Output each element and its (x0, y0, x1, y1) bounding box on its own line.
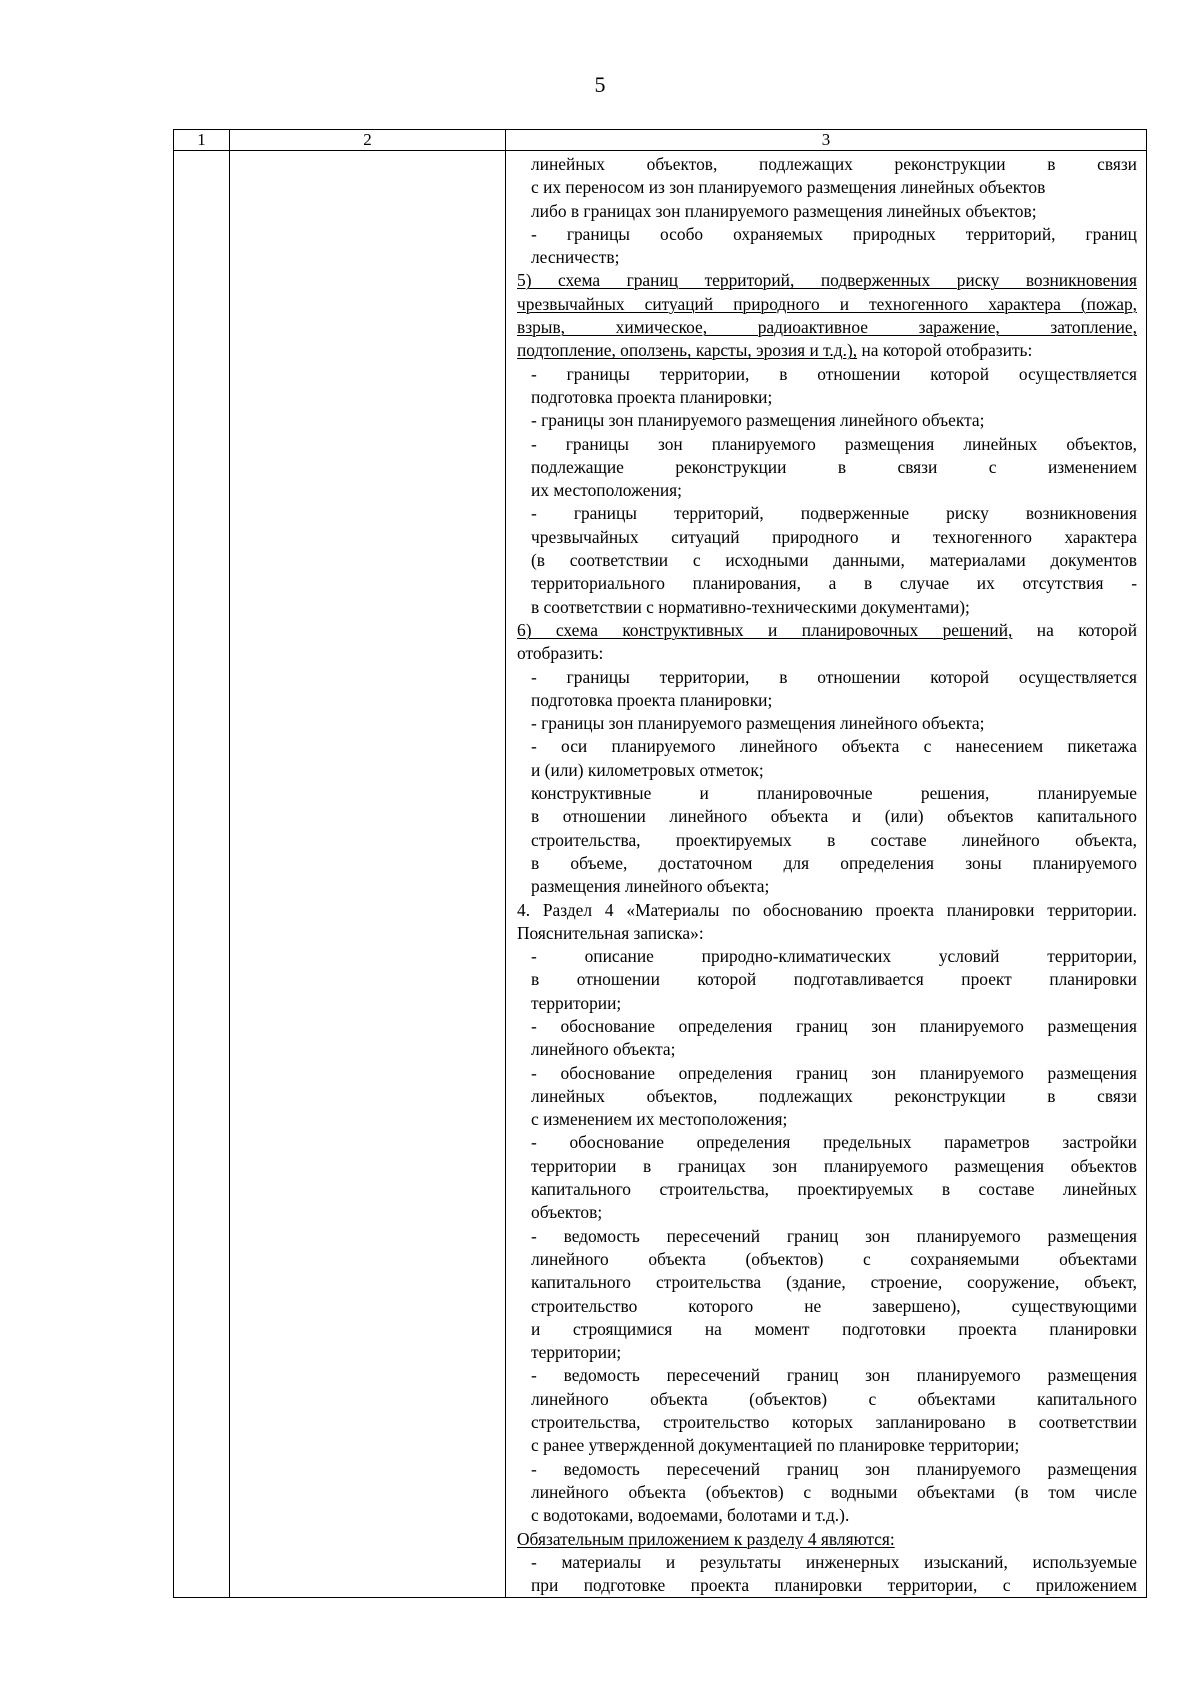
text-line (517, 1108, 1137, 1131)
text-line (517, 1131, 1137, 1154)
line-text: - границы зон планируемого размещения линейного объекта; (531, 410, 985, 431)
text-line (517, 1318, 1137, 1341)
text-line (517, 456, 1137, 479)
line-text: - обоснование определения границ зон планируемого размещения (531, 1015, 1137, 1036)
text-line (517, 1551, 1137, 1574)
line-text: - описание природно-климатических условий территории, (531, 946, 1137, 967)
line-text: капитального строительства (здание, строение, сооружение, объект, (531, 1272, 1137, 1293)
line-text: линейного объекта (объектов) с объектами капитального (531, 1388, 1137, 1409)
header-col-3: 3 (506, 130, 1147, 151)
line-text: - ведомость пересечений границ зон планируемого размещения (531, 1365, 1137, 1386)
text-line (517, 666, 1137, 689)
text-line (517, 596, 1137, 619)
text-line (517, 1388, 1137, 1411)
text-line (517, 759, 1137, 782)
line-text: чрезвычайных ситуаций природного и техногенного характера (пожар, (517, 293, 1137, 314)
line-text: - оси планируемого линейного объекта с нанесением пикетажа (531, 736, 1137, 757)
text-line (517, 1458, 1137, 1481)
text-line (517, 782, 1137, 805)
text-line (517, 549, 1137, 572)
text-line (517, 689, 1137, 712)
text-line (517, 945, 1137, 968)
line-text: линейного объекта (объектов) с водными объектами (в том числе (531, 1481, 1137, 1502)
text-line (517, 200, 1137, 223)
line-text: территории в границах зон планируемого размещения объектов (531, 1155, 1137, 1176)
line-text: их местоположения; (531, 480, 682, 501)
text-line (517, 153, 1137, 176)
line-text: территории; (531, 992, 622, 1013)
text-line (517, 1015, 1137, 1038)
line-text: с водотоками, водоемами, болотами и т.д.). (531, 1505, 850, 1526)
text-line (517, 479, 1137, 502)
text-line (517, 1574, 1137, 1597)
line-text: линейного объекта (объектов) с сохраняемыми объектами (531, 1248, 1137, 1269)
text-line (517, 712, 1137, 735)
line-text: подготовка проекта планировки; (531, 386, 773, 407)
text-line (517, 246, 1137, 269)
line-rest: на которой (1012, 619, 1137, 640)
text-line (517, 316, 1137, 339)
text-line (517, 642, 1137, 665)
text-line (517, 1201, 1137, 1224)
line-text: в объеме, достаточном для определения зоны планируемого (531, 852, 1137, 873)
line-text: территории; (531, 1342, 622, 1363)
text-line (517, 409, 1137, 432)
line-text: с их переносом из зон планируемого размещения линейных объектов (531, 177, 1046, 198)
line-text: территориального планирования, а в случае их отсутствия - (531, 573, 1137, 594)
text-line (517, 1481, 1137, 1504)
line-text: - границы территории, в отношении которой осуществляется (531, 666, 1137, 687)
line-text: - ведомость пересечений границ зон планируемого размещения (531, 1458, 1137, 1479)
line-text: (в соответствии с исходными данными, материалами документов (531, 550, 1137, 571)
line-rest: на которой отобразить: (857, 340, 1033, 361)
text-line (517, 363, 1137, 386)
text-line (517, 852, 1137, 875)
cell-col-3 (506, 151, 1147, 1598)
text-line (517, 1155, 1137, 1178)
text-line (517, 293, 1137, 316)
line-text: линейных объектов, подлежащих реконструкции в связи (531, 1085, 1137, 1106)
text-line (517, 1504, 1137, 1527)
line-text: - границы территории, в отношении которой осуществляется (531, 363, 1137, 384)
line-text: при подготовке проекта планировки территории, с приложением (531, 1575, 1137, 1596)
header-col-1: 1 (174, 130, 230, 151)
line-text: взрыв, химическое, радиоактивное заражение, затопление, (517, 317, 1137, 338)
line-text: 5) схема границ территорий, подверженных риску возникновения (517, 270, 1137, 291)
text-line (517, 1341, 1137, 1364)
text-line (517, 1295, 1137, 1318)
text-line (517, 433, 1137, 456)
text-line (517, 992, 1137, 1015)
line-text: Пояснительная записка»: (517, 922, 704, 943)
line-text: с ранее утвержденной документацией по планировке территории; (531, 1435, 1020, 1456)
cell-col-1 (174, 151, 230, 1598)
line-text: конструктивные и планировочные решения, планируемые (531, 783, 1137, 804)
text-line (517, 386, 1137, 409)
text-line (517, 1085, 1137, 1108)
line-text: линейного объекта; (531, 1039, 676, 1060)
line-text: капитального строительства, проектируемых в составе линейных (531, 1179, 1137, 1200)
text-line (517, 875, 1137, 898)
text-line (517, 922, 1137, 945)
line-text: чрезвычайных ситуаций природного и техногенного характера (531, 526, 1137, 547)
line-text: подлежащие реконструкции в связи с изменением (531, 456, 1137, 477)
line-text: - границы зон планируемого размещения линейных объектов, (531, 433, 1137, 454)
line-text: в отношении линейного объекта и (или) объектов капитального (531, 806, 1137, 827)
line-text: строительства, проектируемых в составе линейного объекта, (531, 829, 1137, 850)
line-text: - обоснование определения предельных параметров застройки (531, 1132, 1137, 1153)
line-text: размещения линейного объекта; (531, 876, 770, 897)
line-text: либо в границах зон планируемого размещения линейных объектов; (531, 200, 1037, 221)
text-line (517, 1225, 1137, 1248)
text-line (517, 1248, 1137, 1271)
requirements-text (517, 153, 1137, 1597)
line-text: - обоснование определения границ зон планируемого размещения (531, 1062, 1137, 1083)
text-line (517, 223, 1137, 246)
line-text: - границы зон планируемого размещения линейного объекта; (531, 713, 985, 734)
text-line (517, 1038, 1137, 1061)
table-header-row (174, 130, 1147, 151)
line-text: объектов; (531, 1202, 603, 1223)
line-text: в соответствии с нормативно-техническими документами); (531, 596, 970, 617)
text-line (517, 735, 1137, 758)
text-line (517, 805, 1137, 828)
underlined-heading: подтопление, оползень, карсты, эрозия и т.д.), (517, 340, 858, 361)
line-text: - материалы и результаты инженерных изысканий, используемые (531, 1551, 1137, 1572)
page-number: 5 (594, 72, 606, 97)
line-text: Обязательным приложением к разделу 4 являются: (517, 1528, 895, 1549)
line-text: - ведомость пересечений границ зон планируемого размещения (531, 1225, 1137, 1246)
line-text: 4. Раздел 4 «Материалы по обоснованию проекта планировки территории. (517, 899, 1137, 920)
document-table (173, 129, 1147, 1598)
line-text: линейных объектов, подлежащих реконструкции в связи (531, 154, 1137, 174)
text-line (517, 1434, 1137, 1457)
table-row (174, 151, 1147, 1598)
line-text: подготовка проекта планировки; (531, 689, 773, 710)
text-line (517, 572, 1137, 595)
underlined-heading: 6) схема конструктивных и планировочных решений, (517, 619, 1013, 640)
text-line (517, 619, 1137, 642)
line-text: лесничеств; (531, 247, 620, 268)
line-text: строительство которого не завершено), существующими (531, 1295, 1137, 1316)
line-text: строительства, строительство которых запланировано в соответствии (531, 1412, 1137, 1433)
text-line (517, 1411, 1137, 1434)
text-line (517, 1528, 1137, 1551)
line-text: - границы особо охраняемых природных территорий, границ (531, 223, 1137, 244)
text-line (517, 176, 1137, 199)
text-line (517, 1178, 1137, 1201)
text-line (517, 1271, 1137, 1294)
cell-col-2 (230, 151, 506, 1598)
text-line (517, 968, 1137, 991)
text-line (517, 1062, 1137, 1085)
line-text: в отношении которой подготавливается проект планировки (531, 969, 1137, 990)
line-text: и (или) километровых отметок; (531, 759, 764, 780)
text-line (517, 269, 1137, 292)
line-text: - границы территорий, подверженные риску возникновения (531, 503, 1137, 524)
text-line (517, 526, 1137, 549)
text-line (517, 339, 1137, 362)
line-text: с изменением их местоположения; (531, 1109, 788, 1130)
text-line (517, 899, 1137, 922)
text-line (517, 829, 1137, 852)
line-text: отобразить: (517, 643, 604, 664)
line-text: и строящимися на момент подготовки проекта планировки (531, 1318, 1137, 1339)
text-line (517, 502, 1137, 525)
header-col-2: 2 (230, 130, 506, 151)
text-line (517, 1364, 1137, 1387)
